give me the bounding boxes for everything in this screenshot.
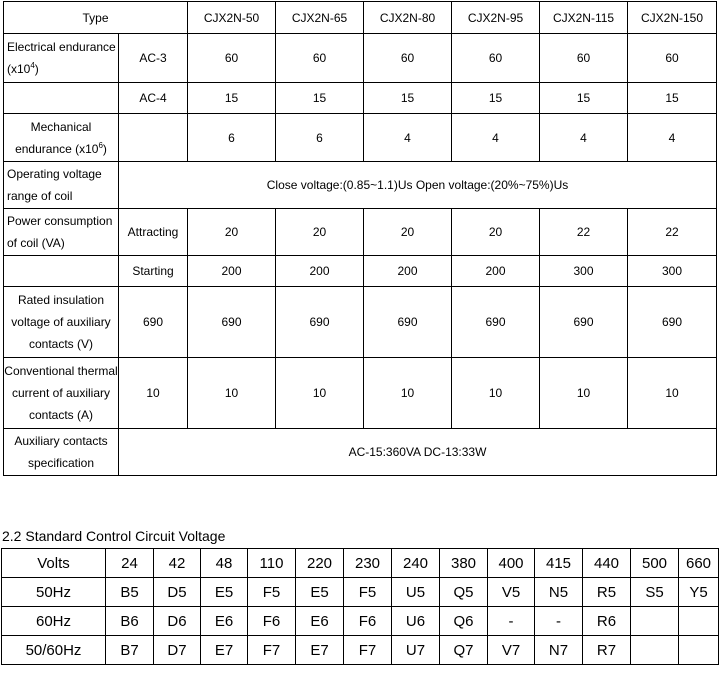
code-cell bbox=[631, 607, 679, 636]
operating-voltage-label bbox=[4, 162, 119, 209]
code-cell bbox=[679, 607, 719, 636]
value-cell: 22 bbox=[628, 209, 717, 256]
value-cell: 10 bbox=[276, 358, 364, 429]
empty-cell bbox=[119, 114, 188, 162]
value-cell: 60 bbox=[276, 34, 364, 83]
label-line: Power consumption bbox=[7, 214, 113, 228]
value-cell: 4 bbox=[628, 114, 717, 162]
code-cell: E7 bbox=[296, 636, 344, 665]
thermal-current-label bbox=[4, 358, 119, 429]
code-cell: U5 bbox=[392, 578, 440, 607]
label-line bbox=[4, 138, 118, 160]
60hz-row bbox=[2, 607, 719, 636]
mechanical-endurance-row bbox=[4, 114, 717, 162]
value-cell: 690 bbox=[452, 287, 540, 358]
aux-spec-row bbox=[4, 429, 717, 476]
volt-cell: 24 bbox=[106, 549, 154, 578]
value-cell: 300 bbox=[540, 256, 628, 287]
label-line: Operating voltage bbox=[7, 167, 102, 181]
code-cell: F7 bbox=[344, 636, 392, 665]
label-line: specification bbox=[27, 456, 95, 470]
code-cell: Q5 bbox=[440, 578, 488, 607]
volt-cell: 400 bbox=[488, 549, 535, 578]
unit-suffix: ) bbox=[102, 141, 107, 156]
volt-cell: 220 bbox=[296, 549, 344, 578]
operating-voltage-row bbox=[4, 162, 717, 209]
value-cell: 690 bbox=[628, 287, 717, 358]
volt-cell: 500 bbox=[631, 549, 679, 578]
code-cell: B6 bbox=[106, 607, 154, 636]
volt-cell: 380 bbox=[440, 549, 488, 578]
code-cell: R5 bbox=[583, 578, 631, 607]
volt-cell: 660 bbox=[679, 549, 719, 578]
power-consumption-label bbox=[4, 209, 119, 256]
code-cell: D6 bbox=[154, 607, 201, 636]
ac3-label: AC-3 bbox=[119, 34, 188, 83]
label-line: Mechanical bbox=[30, 119, 92, 134]
value-cell: 200 bbox=[364, 256, 452, 287]
type-header: Type bbox=[4, 2, 188, 34]
code-cell: E5 bbox=[201, 578, 248, 607]
electrical-endurance-ac4-row bbox=[4, 83, 717, 114]
volt-cell: 240 bbox=[392, 549, 440, 578]
code-cell: B7 bbox=[106, 636, 154, 665]
rated-insulation-label bbox=[4, 287, 119, 358]
value-cell: 15 bbox=[628, 83, 717, 114]
value-cell: 60 bbox=[452, 34, 540, 83]
code-cell: R7 bbox=[583, 636, 631, 665]
value-cell: 15 bbox=[276, 83, 364, 114]
frequency-label: 50Hz bbox=[2, 578, 106, 607]
value-cell: 60 bbox=[540, 34, 628, 83]
code-cell: Q6 bbox=[440, 607, 488, 636]
value-cell: 4 bbox=[364, 114, 452, 162]
value-cell: 22 bbox=[540, 209, 628, 256]
value-cell: 4 bbox=[452, 114, 540, 162]
label-line: voltage of auxiliary bbox=[11, 315, 111, 329]
unit-prefix: (x10 bbox=[7, 62, 31, 76]
code-cell: R6 bbox=[583, 607, 631, 636]
volt-cell: 415 bbox=[535, 549, 583, 578]
value-cell: 200 bbox=[276, 256, 364, 287]
code-cell: U6 bbox=[392, 607, 440, 636]
value-cell: 60 bbox=[364, 34, 452, 83]
code-cell: V7 bbox=[488, 636, 535, 665]
code-cell: Y5 bbox=[679, 578, 719, 607]
voltage-table bbox=[1, 548, 719, 665]
value-cell: 10 bbox=[119, 358, 188, 429]
rated-insulation-row bbox=[4, 287, 717, 358]
volt-cell: 48 bbox=[201, 549, 248, 578]
value-cell: 15 bbox=[452, 83, 540, 114]
value-cell: 20 bbox=[364, 209, 452, 256]
value-cell: 690 bbox=[364, 287, 452, 358]
model-header: CJX2N-115 bbox=[540, 2, 628, 34]
empty-cell bbox=[4, 83, 119, 114]
value-cell: 200 bbox=[452, 256, 540, 287]
code-cell: U7 bbox=[392, 636, 440, 665]
value-cell: 10 bbox=[188, 358, 276, 429]
value-cell: 4 bbox=[540, 114, 628, 162]
volts-header: Volts bbox=[2, 549, 106, 578]
model-header: CJX2N-50 bbox=[188, 2, 276, 34]
label-line: current of auxiliary bbox=[11, 386, 111, 400]
value-cell: 690 bbox=[276, 287, 364, 358]
value-cell: 60 bbox=[188, 34, 276, 83]
code-cell: F6 bbox=[344, 607, 392, 636]
code-cell: E7 bbox=[201, 636, 248, 665]
code-cell: F6 bbox=[248, 607, 296, 636]
volt-cell: 230 bbox=[344, 549, 392, 578]
empty-cell bbox=[4, 256, 119, 287]
code-cell: F5 bbox=[248, 578, 296, 607]
volt-cell: 440 bbox=[583, 549, 631, 578]
attracting-label: Attracting bbox=[119, 209, 188, 256]
spec-table bbox=[3, 1, 717, 476]
code-cell: N7 bbox=[535, 636, 583, 665]
label-line: of coil (VA) bbox=[7, 236, 65, 250]
label-line: Conventional thermal bbox=[4, 364, 118, 378]
value-cell: 20 bbox=[452, 209, 540, 256]
code-cell: V5 bbox=[488, 578, 535, 607]
code-cell bbox=[631, 636, 679, 665]
label-line: contacts (A) bbox=[28, 408, 94, 422]
code-cell: S5 bbox=[631, 578, 679, 607]
value-cell: 200 bbox=[188, 256, 276, 287]
code-cell: - bbox=[535, 607, 583, 636]
operating-voltage-value: Close voltage:(0.85~1.1)Us Open voltage:(20%~75%)Us bbox=[119, 162, 717, 209]
code-cell: F7 bbox=[248, 636, 296, 665]
value-cell: 60 bbox=[628, 34, 717, 83]
electrical-endurance-label bbox=[4, 34, 119, 83]
label-line: Rated insulation bbox=[17, 293, 105, 307]
electrical-endurance-ac3-row bbox=[4, 34, 717, 83]
power-attracting-row bbox=[4, 209, 717, 256]
frequency-label: 50/60Hz bbox=[2, 636, 106, 665]
value-cell: 10 bbox=[540, 358, 628, 429]
label-line: range of coil bbox=[7, 189, 73, 203]
value-cell: 10 bbox=[452, 358, 540, 429]
value-cell: 690 bbox=[188, 287, 276, 358]
unit-suffix: ) bbox=[34, 62, 39, 76]
code-cell: Q7 bbox=[440, 636, 488, 665]
section-title: 2.2 Standard Control Circuit Voltage bbox=[2, 528, 226, 544]
50-60hz-row bbox=[2, 636, 719, 665]
label-line: Auxiliary contacts bbox=[14, 434, 108, 448]
aux-spec-value: AC-15:360VA DC-13:33W bbox=[119, 429, 717, 476]
frequency-label: 60Hz bbox=[2, 607, 106, 636]
label-line: contacts (V) bbox=[28, 337, 94, 351]
unit-prefix: endurance (x10 bbox=[15, 141, 99, 156]
code-cell: D5 bbox=[154, 578, 201, 607]
code-cell: D7 bbox=[154, 636, 201, 665]
value-cell: 15 bbox=[540, 83, 628, 114]
code-cell: F5 bbox=[344, 578, 392, 607]
label-line bbox=[7, 58, 118, 80]
value-cell: 10 bbox=[364, 358, 452, 429]
value-cell: 300 bbox=[628, 256, 717, 287]
ac4-label: AC-4 bbox=[119, 83, 188, 114]
mechanical-endurance-label bbox=[4, 114, 119, 162]
value-cell: 6 bbox=[276, 114, 364, 162]
code-cell: - bbox=[488, 607, 535, 636]
volt-cell: 42 bbox=[154, 549, 201, 578]
starting-label: Starting bbox=[119, 256, 188, 287]
value-cell: 690 bbox=[119, 287, 188, 358]
code-cell: E6 bbox=[201, 607, 248, 636]
50hz-row bbox=[2, 578, 719, 607]
model-header: CJX2N-65 bbox=[276, 2, 364, 34]
model-header: CJX2N-150 bbox=[628, 2, 717, 34]
code-cell: E5 bbox=[296, 578, 344, 607]
thermal-current-row bbox=[4, 358, 717, 429]
model-header: CJX2N-95 bbox=[452, 2, 540, 34]
model-header: CJX2N-80 bbox=[364, 2, 452, 34]
value-cell: 15 bbox=[364, 83, 452, 114]
unit-exponent: 4 bbox=[30, 61, 35, 70]
aux-spec-label bbox=[4, 429, 119, 476]
value-cell: 15 bbox=[188, 83, 276, 114]
volts-row bbox=[2, 549, 719, 578]
value-cell: 20 bbox=[188, 209, 276, 256]
value-cell: 20 bbox=[276, 209, 364, 256]
code-cell: B5 bbox=[106, 578, 154, 607]
value-cell: 6 bbox=[188, 114, 276, 162]
label-line: Electrical endurance bbox=[7, 40, 116, 54]
header-row bbox=[4, 2, 717, 34]
code-cell: N5 bbox=[535, 578, 583, 607]
code-cell: E6 bbox=[296, 607, 344, 636]
volt-cell: 110 bbox=[248, 549, 296, 578]
power-starting-row bbox=[4, 256, 717, 287]
value-cell: 690 bbox=[540, 287, 628, 358]
value-cell: 10 bbox=[628, 358, 717, 429]
code-cell bbox=[679, 636, 719, 665]
unit-exponent: 6 bbox=[98, 140, 103, 150]
